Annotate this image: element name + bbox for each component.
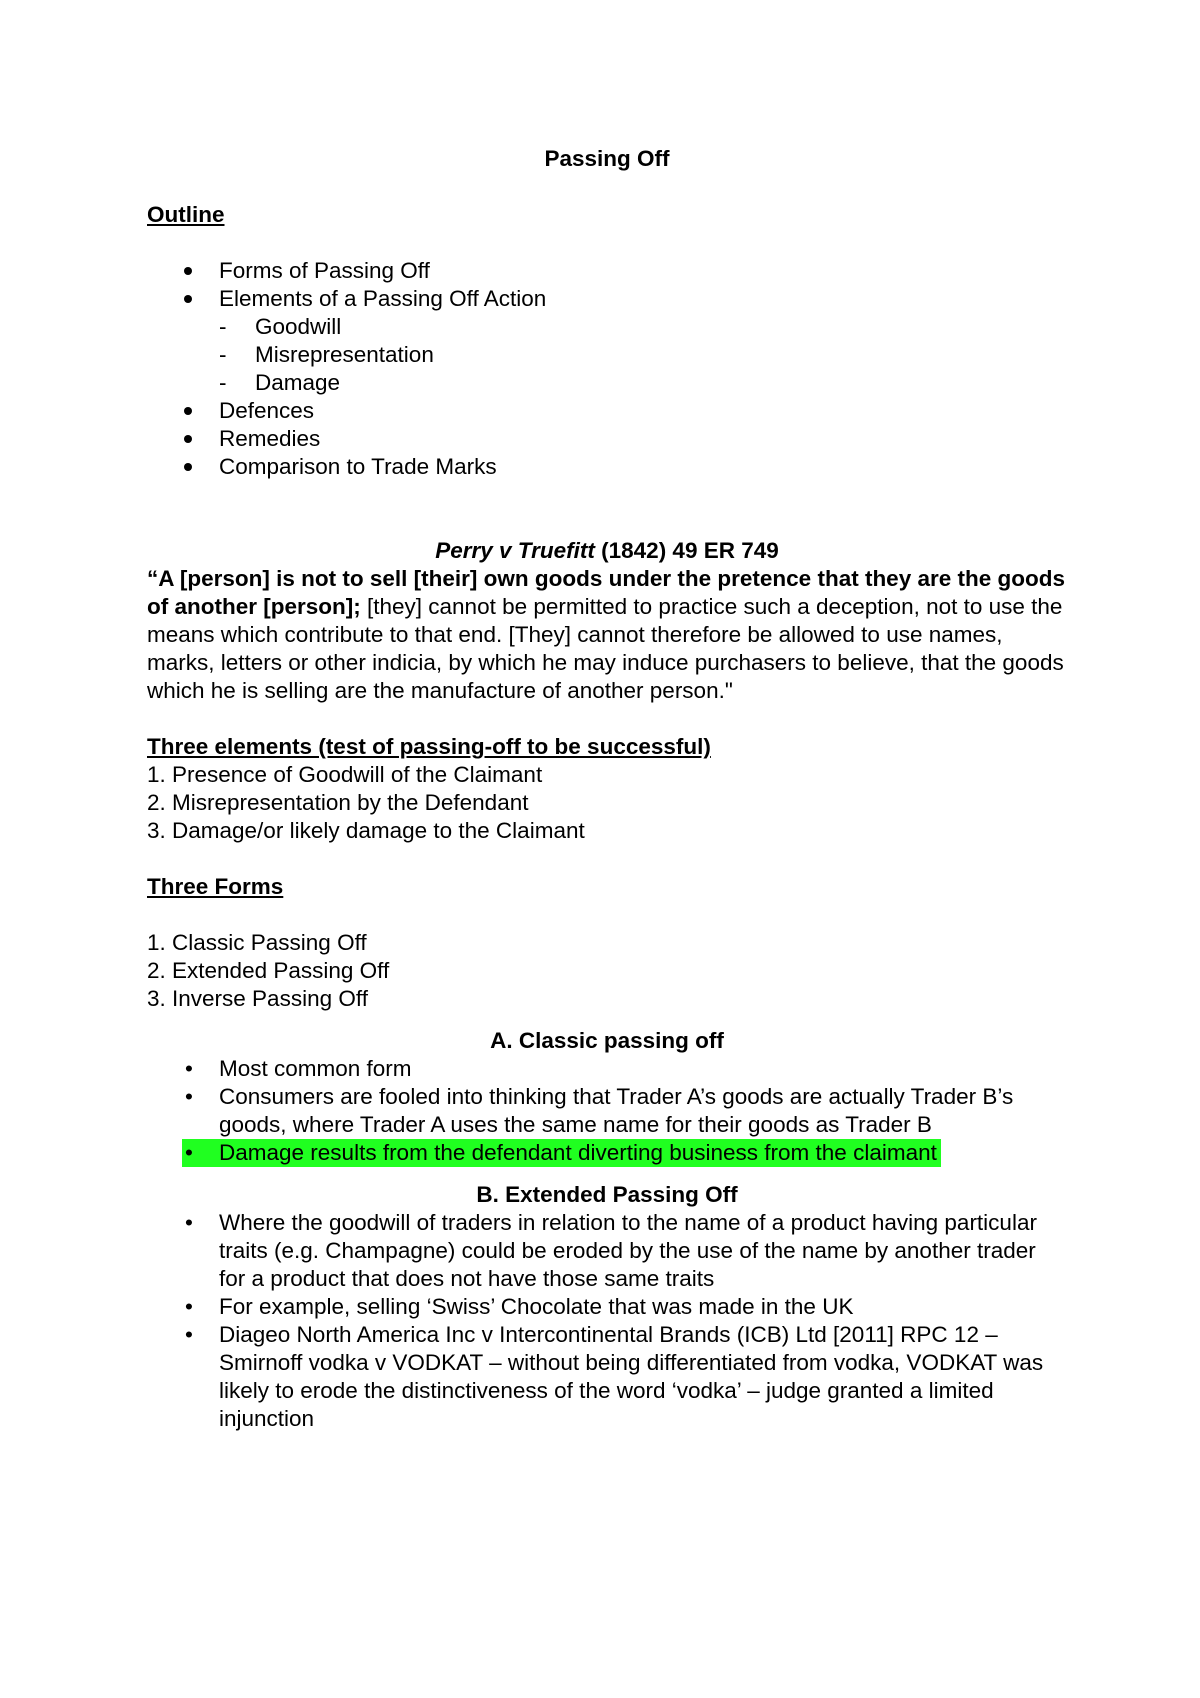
list-item: - Damage bbox=[147, 369, 1067, 397]
list-item: Comparison to Trade Marks bbox=[147, 453, 1067, 481]
forms-list bbox=[147, 929, 1067, 1013]
highlighted-row: • Damage results from the defendant diverting business from the claimant bbox=[182, 1139, 941, 1167]
list-item: 3. Damage/or likely damage to the Claimant bbox=[147, 818, 585, 843]
case-heading bbox=[147, 537, 1067, 565]
outline-heading: Outline bbox=[147, 202, 225, 227]
list-item: • For example, selling ‘Swiss’ Chocolate that was made in the UK bbox=[147, 1293, 1067, 1321]
document-body bbox=[147, 145, 1067, 1433]
outline-list-continued bbox=[147, 397, 1067, 481]
page-title: Passing Off bbox=[544, 146, 670, 171]
classic-heading: A. Classic passing off bbox=[490, 1028, 724, 1053]
list-item: 1. Presence of Goodwill of the Claimant bbox=[147, 762, 543, 787]
case-citation: (1842) 49 ER 749 bbox=[594, 538, 779, 563]
elements-heading: Three elements (test of passing-off to be successful) bbox=[147, 734, 711, 759]
highlighted-item: Damage results from the defendant diverting business from the claimant bbox=[219, 1140, 937, 1165]
list-item: • Consumers are fooled into thinking that Trader A’s goods are actually Trader B’s goods, where Trader A uses the same name for their goods as Trader B bbox=[147, 1083, 1067, 1139]
list-item: 2. Extended Passing Off bbox=[147, 958, 390, 983]
outline-sublist bbox=[147, 313, 1067, 397]
extended-list bbox=[147, 1209, 1067, 1433]
list-item: - Goodwill bbox=[147, 313, 1067, 341]
list-item: Elements of a Passing Off Action bbox=[147, 285, 1067, 313]
forms-heading: Three Forms bbox=[147, 874, 284, 899]
list-item: • Where the goodwill of traders in relation to the name of a product having particular traits (e.g. Champagne) could be eroded by the use of the name by another trader for a product that does not have those same traits bbox=[147, 1209, 1067, 1293]
quote-rest: [they] cannot be permitted to practice such a deception, not to use the means which contribute to that end. [They] cannot therefore be allowed to use names, marks, letters or other indicia, by which he may induce purchasers to believe, that the goods which he is selling are the manufacture of another person." bbox=[147, 594, 1064, 703]
extended-heading: B. Extended Passing Off bbox=[476, 1182, 738, 1207]
outline-list bbox=[147, 257, 1067, 313]
list-item: - Misrepresentation bbox=[147, 341, 1067, 369]
list-item: Forms of Passing Off bbox=[147, 257, 1067, 285]
list-item: Remedies bbox=[147, 425, 1067, 453]
list-item: • Diageo North America Inc v Intercontinental Brands (ICB) Ltd [2011] RPC 12 – Smirnoff vodka v VODKAT – without being differentiated from vodka, VODKAT was likely to erode the distinctiveness of the word ‘vodka’ – judge granted a limited injunction bbox=[147, 1321, 1067, 1433]
elements-list bbox=[147, 761, 1067, 845]
list-item: 3. Inverse Passing Off bbox=[147, 986, 368, 1011]
list-item: • Most common form bbox=[147, 1055, 1067, 1083]
list-item: 2. Misrepresentation by the Defendant bbox=[147, 790, 529, 815]
case-quote bbox=[147, 565, 1067, 705]
list-item: Defences bbox=[147, 397, 1067, 425]
quote-bold: “A [person] is not to sell [their] own goods under the pretence that they are the goods of another [person]; bbox=[147, 566, 1065, 619]
list-item: 1. Classic Passing Off bbox=[147, 930, 367, 955]
case-name: Perry v Truefitt bbox=[435, 538, 595, 563]
classic-list bbox=[147, 1055, 1067, 1139]
